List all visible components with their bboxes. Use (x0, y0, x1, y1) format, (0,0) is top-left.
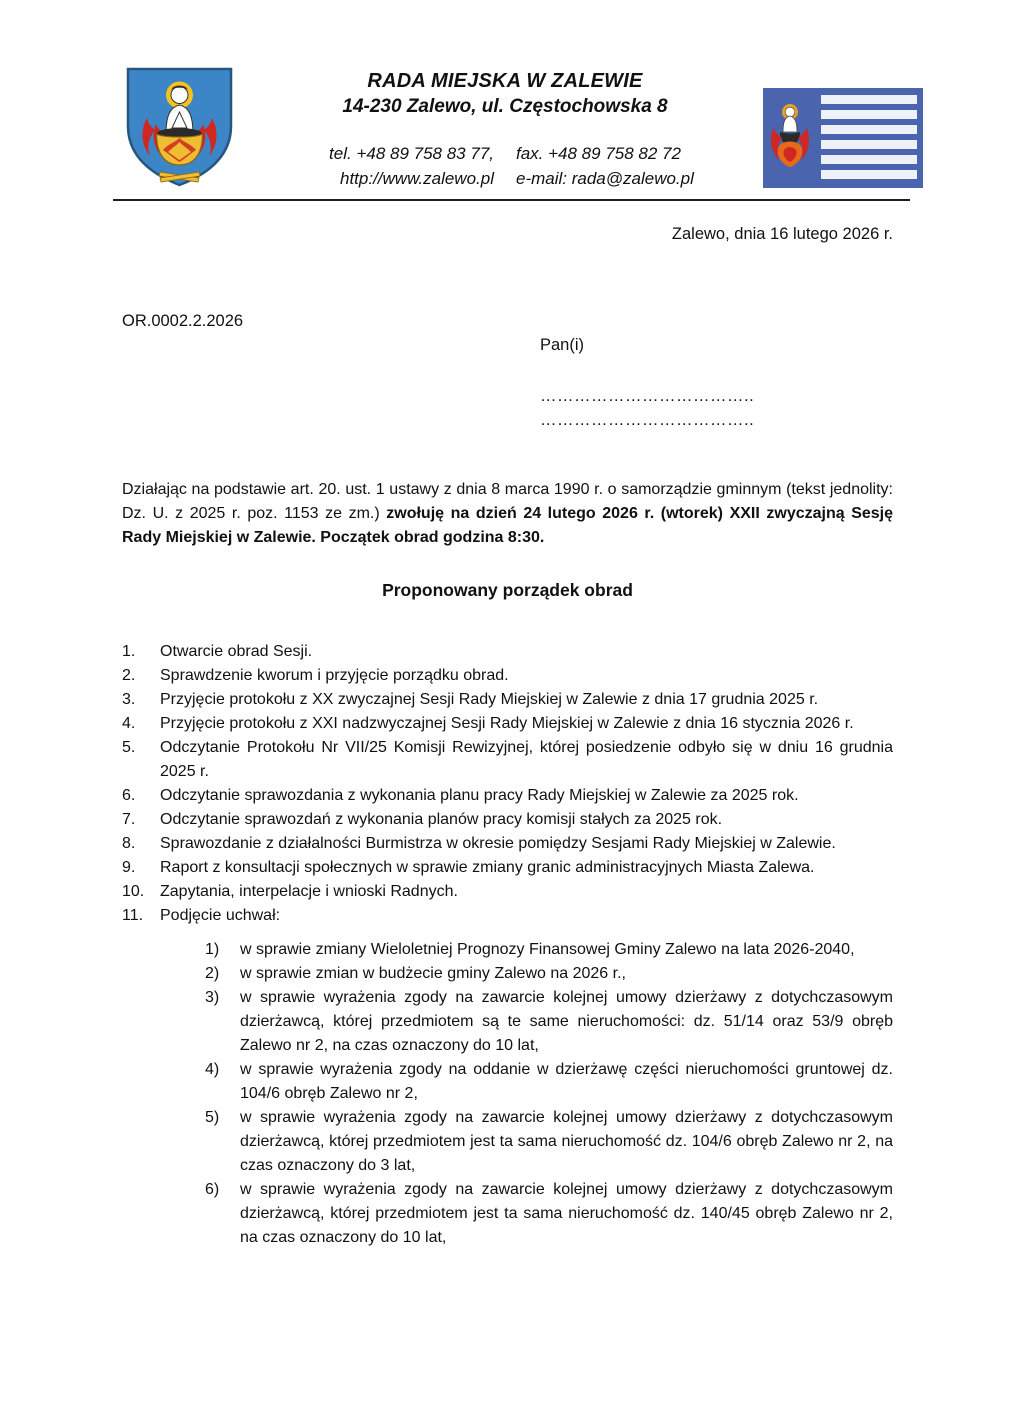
date-line: Zalewo, dnia 16 lutego 2026 r. (671, 225, 893, 243)
agenda-title: Proponowany porządek obrad (382, 580, 633, 600)
resolution-item: w sprawie wyrażenia zgody na oddanie w dzierżawę części nieruchomości gruntowej dz. 104/6 obręb Zalewo nr 2, (240, 1061, 893, 1102)
recipient-blank-line: ……………………………….. (540, 411, 755, 429)
letterhead (235, 68, 775, 191)
agenda-item: Otwarcie obrad Sesji. (160, 643, 313, 660)
agenda-item: Zapytania, interpelacje i wnioski Radnych. (160, 883, 458, 900)
recipient-block (540, 333, 754, 432)
resolution-item: w sprawie wyrażenia zgody na zawarcie kolejnej umowy dzierżawy z dotychczasowym dzierżawcą, której przedmiotem jest ta sama nieruchomość dz. 104/6 obręb Zalewo nr 2, na czas oznaczony do 3 lat, (240, 1109, 893, 1174)
intro-paragraph (122, 478, 893, 550)
recipient-salutation: Pan(i) (540, 336, 585, 354)
agenda-item: Odczytanie Protokołu Nr VII/25 Komisji Rewizyjnej, której posiedzenie odbyło się w dniu 16 grudnia 2025 r. (160, 739, 893, 780)
agenda-item: Przyjęcie protokołu z XXI nadzwyczajnej Sesji Rady Miejskiej w Zalewie z dnia 16 stycznia 2026 r. (160, 715, 854, 732)
contact-block (235, 141, 775, 191)
agenda-item: Sprawdzenie kworum i przyjęcie porządku obrad. (160, 667, 509, 684)
resolution-item: w sprawie wyrażenia zgody na zawarcie kolejnej umowy dzierżawy z dotychczasowym dzierżawcą, której przedmiotem są te same nieruchomości: dz. 51/14 oraz 53/9 obręb Zalewo nr 2, na czas oznaczony do 10 lat, (240, 989, 893, 1054)
agenda-item: Przyjęcie protokołu z XX zwyczajnej Sesji Rady Miejskiej w Zalewie z dnia 17 grudnia 2025 r. (160, 691, 819, 708)
org-address: 14-230 Zalewo, ul. Częstochowska 8 (342, 96, 668, 117)
agenda-section (122, 640, 893, 1250)
agenda-list (122, 640, 893, 928)
intro-bold-text: zwołuję na dzień 24 lutego 2026 r. (wtorek) XXII zwyczajną Sesję Rady Miejskiej w Zalewie. Początek obrad godzina 8:30. (122, 505, 894, 546)
recipient-blank-line: ……………………………….. (540, 387, 755, 405)
fax-number: fax. +48 89 758 82 72 (516, 144, 681, 163)
email-address: e-mail: rada@zalewo.pl (516, 169, 694, 188)
website-url: http://www.zalewo.pl (339, 169, 494, 188)
org-name: RADA MIEJSKA W ZALEWIE (367, 70, 643, 92)
agenda-item: Sprawozdanie z działalności Burmistrza w okresie pomiędzy Sesjami Rady Miejskiej w Zalewie. (160, 835, 836, 852)
phone-number: tel. +48 89 758 83 77, (329, 144, 494, 163)
agenda-item: Odczytanie sprawozdań z wykonania planów pracy komisji stałych za 2025 rok. (160, 811, 723, 828)
zalewo-flag-icon (763, 88, 923, 188)
resolution-item: w sprawie zmiany Wieloletniej Prognozy Finansowej Gminy Zalewo na lata 2026-2040, (240, 941, 855, 958)
resolution-item: w sprawie wyrażenia zgody na zawarcie kolejnej umowy dzierżawy z dotychczasowym dzierżawcą, której przedmiotem jest ta sama nieruchomość dz. 140/45 obręb Zalewo nr 2, na czas oznaczony do 10 lat, (240, 1181, 893, 1246)
agenda-item: Raport z konsultacji społecznych w sprawie zmiany granic administracyjnych Miasta Zalewa. (160, 859, 815, 876)
intro-regular-text: Działając na podstawie art. 20. ust. 1 ustawy z dnia 8 marca 1990 r. o samorządzie gminnym (tekst jednolity: Dz. U. z 2025 r. poz. 1153 ze zm.) (122, 481, 893, 522)
reference-number: OR.0002.2.2026 (122, 312, 244, 330)
resolution-item: w sprawie zmian w budżecie gminy Zalewo na 2026 r., (240, 965, 626, 982)
agenda-item: Odczytanie sprawozdania z wykonania planu pracy Rady Miejskiej w Zalewie za 2025 rok. (160, 787, 799, 804)
resolutions-list (205, 938, 893, 1250)
agenda-item: Podjęcie uchwał: (160, 907, 281, 924)
zalewo-coat-of-arms-icon (122, 66, 237, 190)
header-divider (113, 199, 910, 201)
